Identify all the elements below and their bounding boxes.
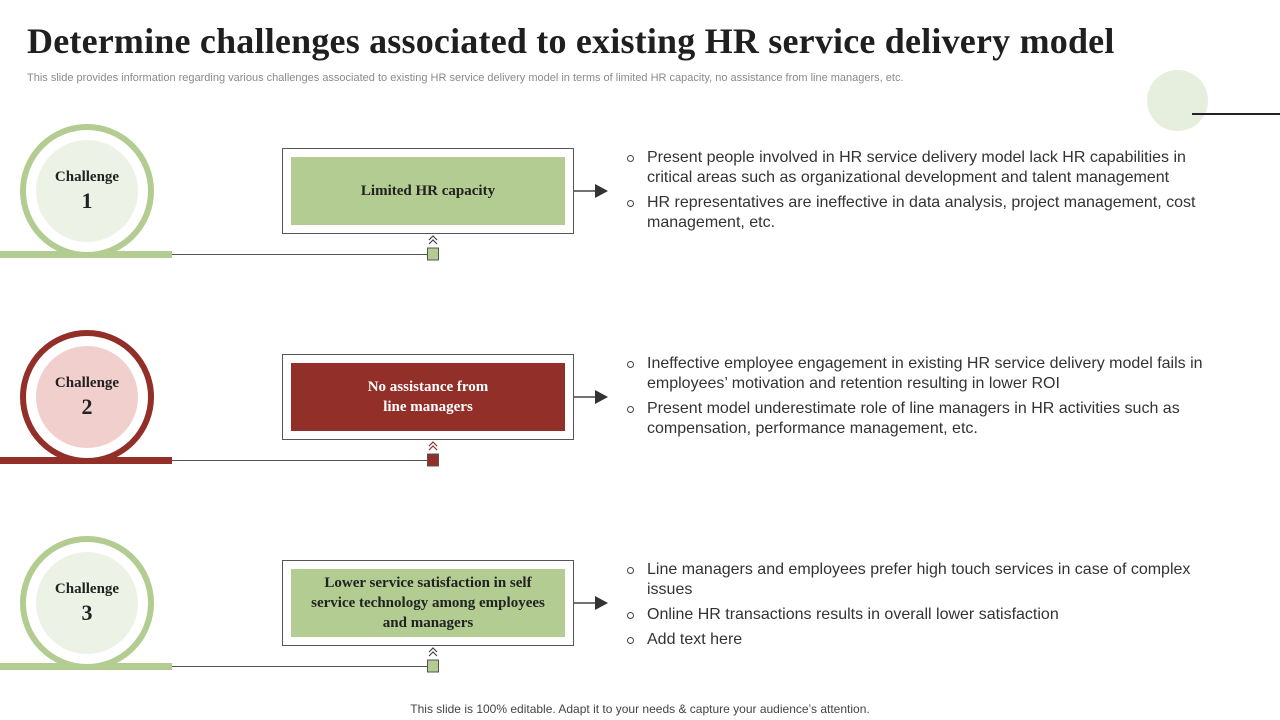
challenge-row-2 — [0, 330, 1280, 480]
challenge-title: Lower service satisfaction in self service technology among employees and managers — [291, 569, 565, 637]
challenge-box-3 — [282, 560, 574, 646]
list-item: Line managers and employees prefer high touch services in case of complex issues — [627, 560, 1207, 600]
arrow-right-icon — [574, 183, 610, 199]
challenge-badge-1 — [0, 124, 180, 264]
bullet-icon — [627, 361, 634, 368]
challenge-badge-2 — [0, 330, 180, 470]
double-chevron-up-icon — [424, 234, 442, 264]
badge-disc — [36, 346, 138, 448]
list-item: Add text here — [627, 630, 1207, 650]
list-item: Online HR transactions results in overall lower satisfaction — [627, 605, 1207, 625]
bullet-icon — [627, 200, 634, 207]
connector-line — [172, 460, 430, 461]
arrow-right-icon — [574, 595, 610, 611]
bullet-icon — [627, 637, 634, 644]
connector-line — [172, 666, 430, 667]
challenge-label: Challenge — [54, 580, 120, 597]
challenge-number: 3 — [81, 599, 93, 625]
challenge-row-3 — [0, 536, 1280, 686]
challenge-bullets — [627, 148, 1207, 238]
list-item: Ineffective employee engagement in existing HR service delivery model fails in employees’ motivation and retention resulting in lower ROI — [627, 354, 1207, 394]
double-chevron-up-icon — [424, 646, 442, 676]
badge-disc — [36, 552, 138, 654]
page-title: Determine challenges associated to existing HR service delivery model — [27, 21, 1115, 61]
arrow-right-icon — [574, 389, 610, 405]
list-item: HR representatives are ineffective in data analysis, project management, cost management, etc. — [627, 193, 1207, 233]
challenge-box-2 — [282, 354, 574, 440]
list-item: Present model underestimate role of line managers in HR activities such as compensation, performance management, etc. — [627, 399, 1207, 439]
decorative-line — [1192, 113, 1280, 115]
bullet-icon — [627, 406, 634, 413]
challenge-label: Challenge — [54, 374, 120, 391]
bullet-icon — [627, 612, 634, 619]
challenge-number: 2 — [81, 393, 93, 419]
badge-disc — [36, 140, 138, 242]
bullet-icon — [627, 567, 634, 574]
footer-note: This slide is 100% editable. Adapt it to your needs & capture your audience’s attention. — [410, 702, 870, 716]
bullet-icon — [627, 155, 634, 162]
challenge-bullets — [627, 354, 1207, 444]
challenge-box-1 — [282, 148, 574, 234]
challenge-bullets — [627, 560, 1207, 655]
challenge-badge-3 — [0, 536, 180, 676]
challenge-label: Challenge — [54, 168, 120, 185]
connector-line — [172, 254, 430, 255]
challenge-title: Limited HR capacity — [291, 157, 565, 225]
decorative-circle — [1147, 70, 1208, 131]
list-item: Present people involved in HR service delivery model lack HR capabilities in critical areas such as organizational development and talent management — [627, 148, 1207, 188]
challenge-row-1 — [0, 124, 1280, 274]
page-subtitle: This slide provides information regarding various challenges associated to existing HR service delivery model in terms of limited HR capacity, no assistance from line managers, etc. — [27, 72, 904, 84]
challenge-number: 1 — [81, 187, 93, 213]
double-chevron-up-icon — [424, 440, 442, 470]
challenge-title: No assistance from line managers — [291, 363, 565, 431]
